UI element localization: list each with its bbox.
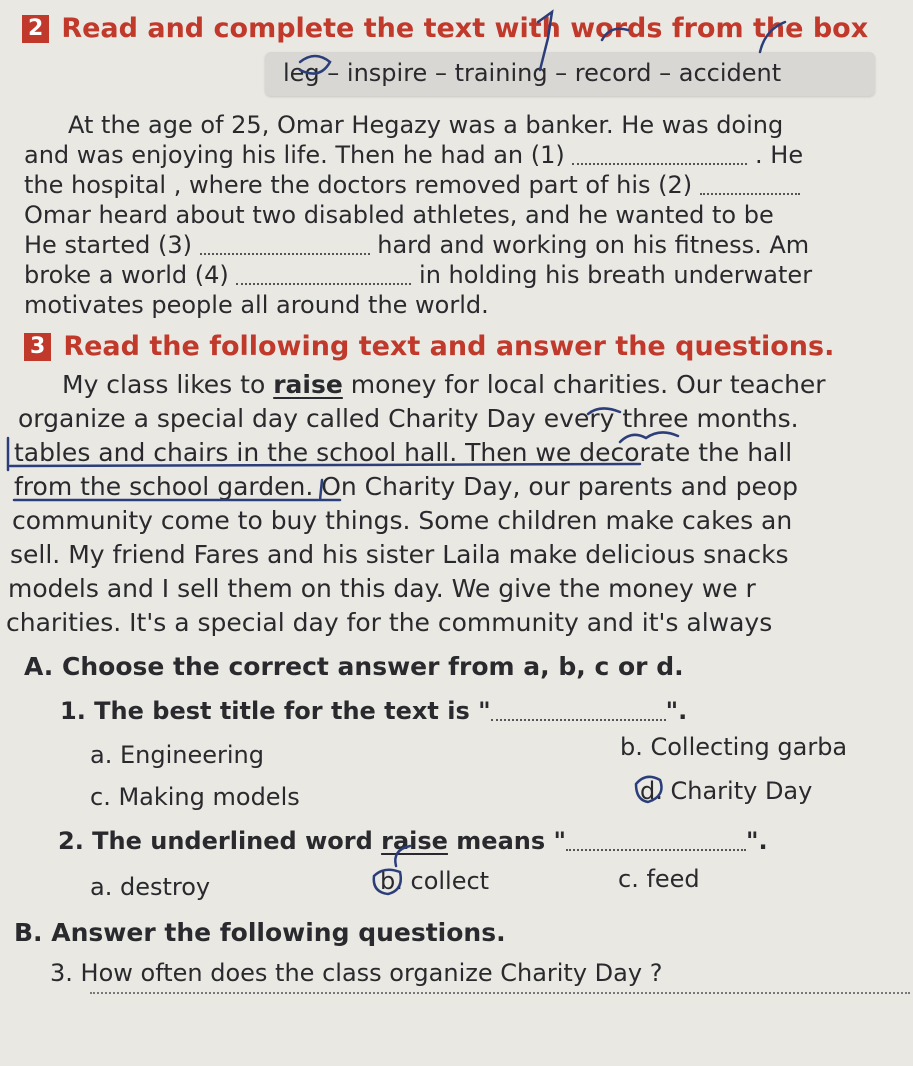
word-box-text: leg – inspire – training – record – accident: [283, 59, 782, 87]
question-3-answer-line[interactable]: [90, 992, 910, 994]
q2-option-c[interactable]: c. feed: [618, 865, 700, 893]
question-3: 3. How often does the class organize Charity Day ?: [50, 959, 663, 987]
passage-line-1-start: My class likes to: [62, 370, 274, 399]
blank-4[interactable]: [236, 263, 411, 285]
question-2-close: ".: [746, 827, 768, 855]
passage-line-1-end: money for local charities. Our teacher: [342, 370, 826, 399]
ex2-line-5-text: He started (3): [24, 231, 192, 259]
question-1: [60, 696, 687, 726]
passage-line-2: organize a special day called Charity Day every three months.: [18, 404, 799, 433]
exercise-3-number: 3: [24, 333, 51, 361]
ex2-line-7: motivates people all around the world.: [24, 291, 489, 319]
ex2-line-3: [24, 170, 800, 200]
ex2-line-1: At the age of 25, Omar Hegazy was a banker. He was doing: [68, 111, 784, 139]
exercise-2-heading: [22, 14, 868, 44]
q1-option-c[interactable]: c. Making models: [90, 783, 300, 811]
passage-line-7: models and I sell them on this day. We give the money we r: [8, 574, 756, 603]
word-box: [265, 52, 875, 96]
q1-option-b[interactable]: b. Collecting garba: [620, 733, 848, 761]
question-2-word: raise: [381, 827, 448, 855]
ex2-line-5: [24, 230, 809, 260]
question-1-blank[interactable]: [491, 699, 666, 721]
question-1-close: ".: [665, 697, 688, 725]
blank-3[interactable]: [200, 233, 370, 255]
blank-2[interactable]: [700, 173, 800, 195]
ex2-line-6-text: broke a world (4): [24, 261, 229, 289]
passage-line-1: [62, 370, 826, 400]
q1-option-a[interactable]: a. Engineering: [90, 741, 264, 769]
ex2-line-4: Omar heard about two disabled athletes, and he wanted to be: [24, 201, 774, 229]
passage-line-4: from the school garden. On Charity Day, our parents and peop: [14, 472, 799, 501]
passage-line-3: tables and chairs in the school hall. Then we decorate the hall: [14, 438, 793, 467]
question-2-blank[interactable]: [566, 829, 746, 851]
part-a-heading: A. Choose the correct answer from a, b, c or d.: [24, 652, 684, 681]
passage-line-5: community come to buy things. Some children make cakes an: [12, 506, 793, 535]
passage-line-6: sell. My friend Fares and his sister Laila make delicious snacks: [10, 540, 789, 569]
underlined-word-raise: raise: [273, 370, 343, 399]
question-2-prompt-end: means ": [447, 827, 567, 855]
exercise-2-number: 2: [22, 15, 49, 43]
question-1-prompt: 1. The best title for the text is ": [60, 697, 491, 725]
ex2-line-3-text: the hospital , where the doctors removed part of his (2): [24, 171, 693, 199]
blank-1[interactable]: [572, 143, 747, 165]
q2-option-a[interactable]: a. destroy: [90, 873, 211, 901]
q1-option-d[interactable]: d. Charity Day: [640, 777, 813, 805]
ex2-line-2-tail: . He: [755, 141, 804, 169]
question-2-prompt-start: 2. The underlined word: [58, 827, 382, 855]
passage-line-8: charities. It's a special day for the community and it's always: [6, 608, 773, 637]
ex2-line-2-text: and was enjoying his life. Then he had an (1): [24, 141, 565, 169]
ex2-line-6-tail: in holding his breath underwater: [419, 261, 813, 289]
q2-option-b[interactable]: b. collect: [380, 867, 490, 895]
exercise-3-heading: [24, 332, 834, 362]
exercise-2-instruction: Read and complete the text with words from the box: [61, 13, 869, 44]
part-b-heading: B. Answer the following questions.: [14, 918, 506, 947]
ex2-line-6: [24, 260, 812, 290]
exercise-3-instruction: Read the following text and answer the questions.: [63, 331, 835, 362]
ex2-line-2: [24, 140, 803, 170]
question-2: [58, 826, 768, 856]
ex2-line-5-tail: hard and working on his fitness. Am: [377, 231, 810, 259]
